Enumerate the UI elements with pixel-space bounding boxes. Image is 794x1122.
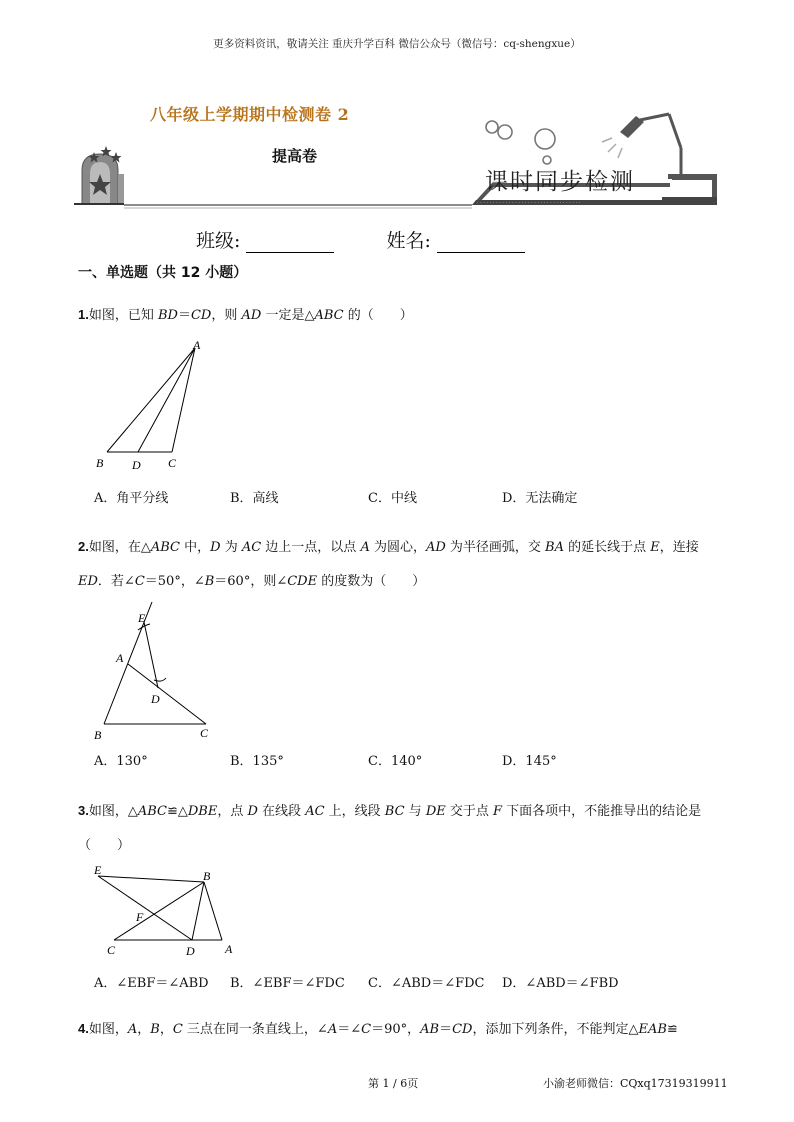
option-a[interactable]: A．130° <box>94 754 148 769</box>
question-2-figure <box>88 600 228 745</box>
question-3-line-2: （ ） <box>78 838 131 853</box>
option-c[interactable]: C．∠ABD＝∠FDC <box>368 976 485 991</box>
text: ABC <box>314 308 344 323</box>
text: C <box>172 1022 183 1037</box>
text: 下面各项中，不能推导出的结论是 <box>502 804 702 819</box>
text: ．若∠ <box>97 574 135 589</box>
question-2-line-1 <box>78 530 738 565</box>
text: 三点在同一条直线上，∠ <box>182 1022 328 1037</box>
vertex-b-label: B <box>203 869 211 883</box>
text: AB <box>420 1022 440 1037</box>
text: ，连接 <box>659 540 699 555</box>
vertex-c-label: C <box>107 943 116 957</box>
text: 为圆心， <box>369 540 426 555</box>
text: 边上一点，以点 <box>261 540 361 555</box>
option-b[interactable]: B．高线 <box>230 491 279 506</box>
text: AD <box>425 540 446 555</box>
footer-contact: 小渝老师微信：CQxq17319319911 <box>543 1077 728 1090</box>
vertex-a-label: A <box>116 651 124 665</box>
text: A <box>327 1022 338 1037</box>
vertex-e-label: E <box>94 863 102 877</box>
text: EAB <box>638 1022 667 1037</box>
text: 与 <box>404 804 426 819</box>
vertex-a-label: A <box>193 338 201 352</box>
option-d[interactable]: D．∠ABD＝∠FBD <box>502 976 619 991</box>
option-c[interactable]: C．中线 <box>368 491 417 506</box>
text: F <box>493 804 503 819</box>
question-number: 3. <box>78 803 89 818</box>
vertex-b-label: B <box>96 456 104 470</box>
star-badge-icon <box>74 146 124 204</box>
vertex-d-label: D <box>151 692 160 706</box>
text: BC <box>384 804 405 819</box>
student-info-fields <box>196 226 571 253</box>
text: D <box>247 804 258 819</box>
text: CD <box>190 308 212 323</box>
text: 如图， <box>88 1022 128 1037</box>
text: C <box>361 1022 372 1037</box>
text: ， <box>159 1022 173 1037</box>
text: A <box>127 1022 138 1037</box>
question-3 <box>78 794 738 863</box>
question-4 <box>78 1012 738 1047</box>
text: 的（ ） <box>343 308 413 323</box>
text: C <box>134 574 145 589</box>
text: BA <box>545 540 564 555</box>
text: ＝ <box>439 1022 453 1037</box>
question-number: 2. <box>78 539 89 554</box>
question-1 <box>78 298 728 333</box>
vertex-c-label: C <box>168 456 177 470</box>
option-b[interactable]: B．135° <box>230 754 284 769</box>
option-d[interactable]: D．145° <box>502 754 557 769</box>
page-number: 第 1 / 6页 <box>368 1077 419 1090</box>
exam-title: 八年级上学期期中检测卷 2 <box>150 105 350 124</box>
text: 如图，在△ <box>88 540 151 555</box>
text: 交于点 <box>445 804 493 819</box>
svg-text:· · · · · · · · · · · · · · ·: · · · · · · · · · · · · · · · · · · · · · · · · · · · · · · · · · <box>477 200 581 206</box>
text: 如图，已知 <box>88 308 158 323</box>
question-1-figure <box>90 336 220 471</box>
text: CDE <box>287 574 318 589</box>
option-a[interactable]: A．∠EBF＝∠ABD <box>94 976 209 991</box>
question-2 <box>78 530 738 599</box>
vertex-f-label: F <box>136 910 144 924</box>
question-3-line-1 <box>78 794 738 829</box>
text: 的延长线于点 <box>564 540 651 555</box>
question-3-figure <box>86 860 246 960</box>
text: ， <box>137 1022 151 1037</box>
exam-subtitle: 提高卷 <box>272 147 318 165</box>
text: ，点 <box>217 804 248 819</box>
text: B <box>150 1022 160 1037</box>
vertex-d-label: D <box>186 944 195 958</box>
text: ≌ <box>666 1022 678 1037</box>
vertex-b-label: B <box>94 728 102 742</box>
option-b[interactable]: B．∠EBF＝∠FDC <box>230 976 345 991</box>
text: DE <box>425 804 446 819</box>
text: ，则 <box>211 308 242 323</box>
text: 一定是△ <box>261 308 315 323</box>
text: BD <box>157 308 178 323</box>
banner-text: 课时同步检测 <box>485 169 635 195</box>
text: 在线段 <box>257 804 306 819</box>
text: 上，线段 <box>324 804 385 819</box>
text: AC <box>305 804 325 819</box>
text: DBE <box>187 804 218 819</box>
text: 如图，△ <box>88 804 138 819</box>
text: E <box>650 540 660 555</box>
text: ABC <box>150 540 180 555</box>
text: ，添加下列条件，不能判定△ <box>472 1022 639 1037</box>
text: B <box>204 574 215 589</box>
vertex-d-label: D <box>132 458 141 471</box>
text: AC <box>241 540 262 555</box>
class-label: 班级: <box>196 230 241 252</box>
text: ＝50°，∠ <box>144 574 205 589</box>
vertex-a-label: A <box>225 942 233 956</box>
question-number: 1. <box>78 307 89 322</box>
name-label: 姓名: <box>386 230 431 252</box>
text: ED <box>78 574 98 589</box>
text: ＝∠ <box>337 1022 362 1037</box>
text: ＝ <box>177 308 191 323</box>
text: ABC <box>137 804 167 819</box>
text: CD <box>452 1022 473 1037</box>
text: 为 <box>220 540 242 555</box>
text: 的度数为（ ） <box>317 574 426 589</box>
vertex-c-label: C <box>200 726 209 740</box>
text: D <box>210 540 221 555</box>
text: ≌△ <box>166 804 188 819</box>
text: 中， <box>179 540 211 555</box>
vertex-e-label: E <box>138 611 146 625</box>
question-number: 4. <box>78 1021 89 1036</box>
option-a[interactable]: A．角平分线 <box>94 491 169 506</box>
text: AD <box>241 308 262 323</box>
class-blank[interactable] <box>246 234 334 253</box>
section-title: 一、单选题（共 12 小题） <box>78 265 248 281</box>
text: ＝90°， <box>371 1022 421 1037</box>
option-c[interactable]: C．140° <box>368 754 423 769</box>
text: A <box>360 540 370 555</box>
text: ＝60°，则∠ <box>214 574 288 589</box>
text: 为半径画弧，交 <box>445 540 546 555</box>
option-d[interactable]: D．无法确定 <box>502 491 578 506</box>
question-2-line-2 <box>78 565 738 599</box>
top-note: 更多资料资讯，敬请关注 重庆升学百科 微信公众号（微信号：cq-shengxue） <box>213 38 581 50</box>
name-blank[interactable] <box>437 234 525 253</box>
